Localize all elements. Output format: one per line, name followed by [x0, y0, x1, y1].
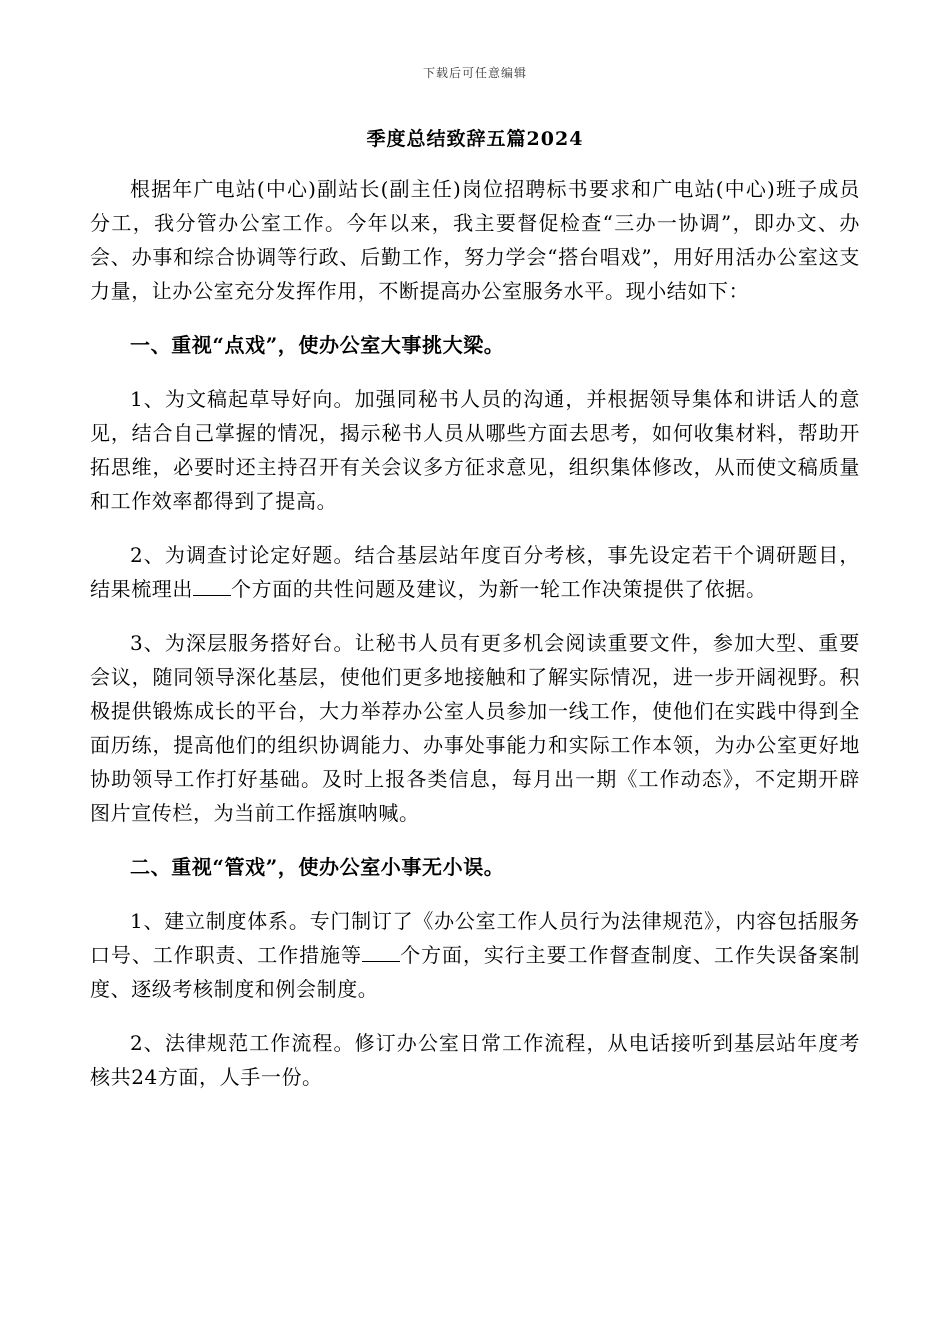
section-2-item-1-text-a: 1、建立制度体系。专门制订了《办公室工作人员行为法律规范》，内容包括服务口号、工作职责、工作措施等: [90, 909, 860, 967]
section-heading-2: 二、重视“管戏”，使办公室小事无小误。: [130, 855, 505, 879]
intro-paragraph: 根据年广电站(中心)副站长(副主任)岗位招聘标书要求和广电站(中心)班子成员分工，我分管办公室工作。今年以来，我主要督促检查“三办一协调”，即办文、办会、办事和综合协调等行政、后勤工作，努力学会“搭台唱戏”，用好用活办公室这支力量，让办公室充分发挥作用，不断提高办公室服务水平。现小结如下：: [90, 177, 860, 303]
section-1-item-3: 3、为深层服务搭好台。让秘书人员有更多机会阅读重要文件，参加大型、重要会议，随同领导深化基层，使他们更多地接触和了解实际情况，进一步开阔视野。积极提供锻炼成长的平台，大力举荐办公室人员参加一线工作，使他们在实践中得到全面历练，提高他们的组织协调能力、办事处事能力和实际工作本领，为办公室更好地协助领导工作打好基础。及时上报各类信息，每月出一期《工作动态》，不定期开辟图片宣传栏，为当前工作摇旗呐喊。: [90, 631, 860, 825]
fill-in-blank: [193, 577, 231, 596]
section-2-item-1-text-b: 个方面，实行主要工作督查制度、工作失误备案制度、逐级考核制度和例会制度。: [90, 943, 860, 1001]
section-2-item-2: 2、法律规范工作流程。修订办公室日常工作流程，从电话接听到基层站年度考核共24方面，人手一份。: [90, 1031, 860, 1089]
section-1-item-2: [90, 538, 860, 606]
document-body: [90, 172, 860, 1114]
fill-in-blank: [362, 943, 400, 962]
section-2-item-1: [90, 904, 860, 1006]
header-note: 下载后可任意编辑: [422, 66, 527, 80]
document-title: 季度总结致辞五篇2024: [366, 128, 584, 150]
section-1-item-2-text-b: 个方面的共性问题及建议，为新一轮工作决策提供了依据。: [231, 577, 767, 601]
section-1-item-1: 1、为文稿起草导好向。加强同秘书人员的沟通，并根据领导集体和讲话人的意见，结合自己掌握的情况，揭示秘书人员从哪些方面去思考，如何收集材料，帮助开拓思维，必要时还主持召开有关会议多方征求意见，组织集体修改，从而使文稿质量和工作效率都得到了提高。: [90, 387, 860, 513]
section-1-item-2-text-a: 2、为调查讨论定好题。结合基层站年度百分考核，事先设定若干个调研题目，结果梳理出: [90, 543, 860, 601]
section-heading-1: 一、重视“点戏”，使办公室大事挑大梁。: [130, 333, 505, 357]
